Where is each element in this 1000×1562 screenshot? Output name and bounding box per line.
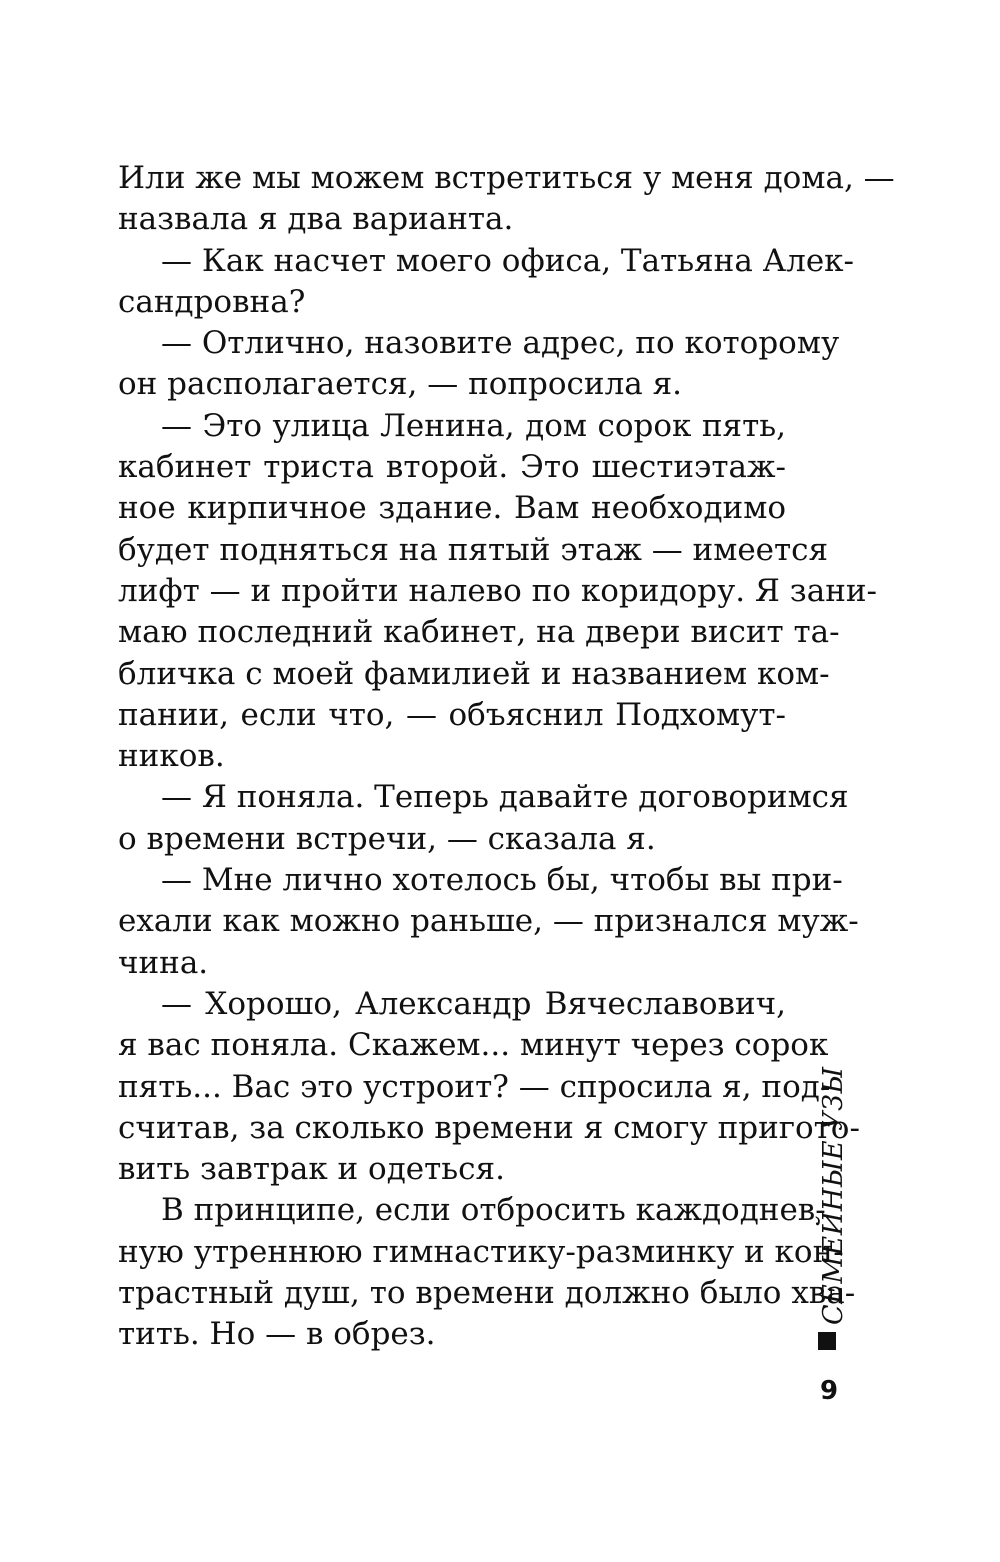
- page-number: 9: [819, 1376, 839, 1406]
- text-line: о времени встречи, — сказала я.: [118, 820, 656, 857]
- running-title: СЕМЕЙНЫЕ УЗЫ: [817, 1066, 849, 1325]
- text-line: чина.: [118, 944, 209, 981]
- text-line: будет подняться на пятый этаж — имеется: [118, 531, 829, 568]
- text-line: — Мне лично хотелось бы, чтобы вы при-: [161, 862, 843, 899]
- text-line: вить завтрак и одеться.: [118, 1151, 505, 1188]
- text-line: — Хорошо, Александр Вячеславович,: [161, 985, 786, 1022]
- text-line: назвала я два варианта.: [118, 201, 514, 238]
- text-line: — Это улица Ленина, дом сорок пять,: [161, 407, 786, 444]
- text-line: бличка с моей фамилией и названием ком-: [118, 655, 830, 692]
- text-line: тить. Но — в обрез.: [118, 1316, 436, 1353]
- text-line: ную утреннюю гимнастику-разминку и кон-: [118, 1233, 844, 1270]
- text-line: пании, если что, — объяснил Подхомут-: [118, 696, 786, 733]
- text-line: — Как насчет моего офиса, Татьяна Алек-: [161, 242, 855, 279]
- text-line: я вас поняла. Скажем... минут через сорок: [118, 1027, 829, 1064]
- text-line: ников.: [118, 738, 225, 775]
- text-line: трастный душ, то времени должно было хва-: [118, 1275, 856, 1312]
- text-line: Или же мы можем встретиться у меня дома, —: [118, 160, 895, 196]
- text-line: он располагается, — попросила я.: [118, 366, 683, 403]
- text-line: В принципе, если отбросить каждоднев-: [161, 1192, 826, 1229]
- text-line: лифт — и пройти налево по коридору. Я зани-: [118, 572, 877, 609]
- text-line: ное кирпичное здание. Вам необходимо: [118, 490, 786, 527]
- text-line: ехали как можно раньше, — признался муж-: [118, 903, 859, 940]
- text-line: пять... Вас это устроит? — спросила я, под-: [118, 1068, 831, 1105]
- text-line: маю последний кабинет, на двери висит та-: [118, 614, 840, 651]
- text-line: кабинет триста второй. Это шестиэтаж-: [118, 449, 786, 486]
- text-line: сандровна?: [118, 283, 306, 320]
- text-line: — Я поняла. Теперь давайте договоримся: [161, 779, 849, 816]
- text-line: — Отлично, назовите адрес, по которому: [161, 325, 840, 362]
- square-marker-icon: [818, 1332, 836, 1350]
- text-line: считав, за сколько времени я смогу пригото-: [118, 1109, 860, 1146]
